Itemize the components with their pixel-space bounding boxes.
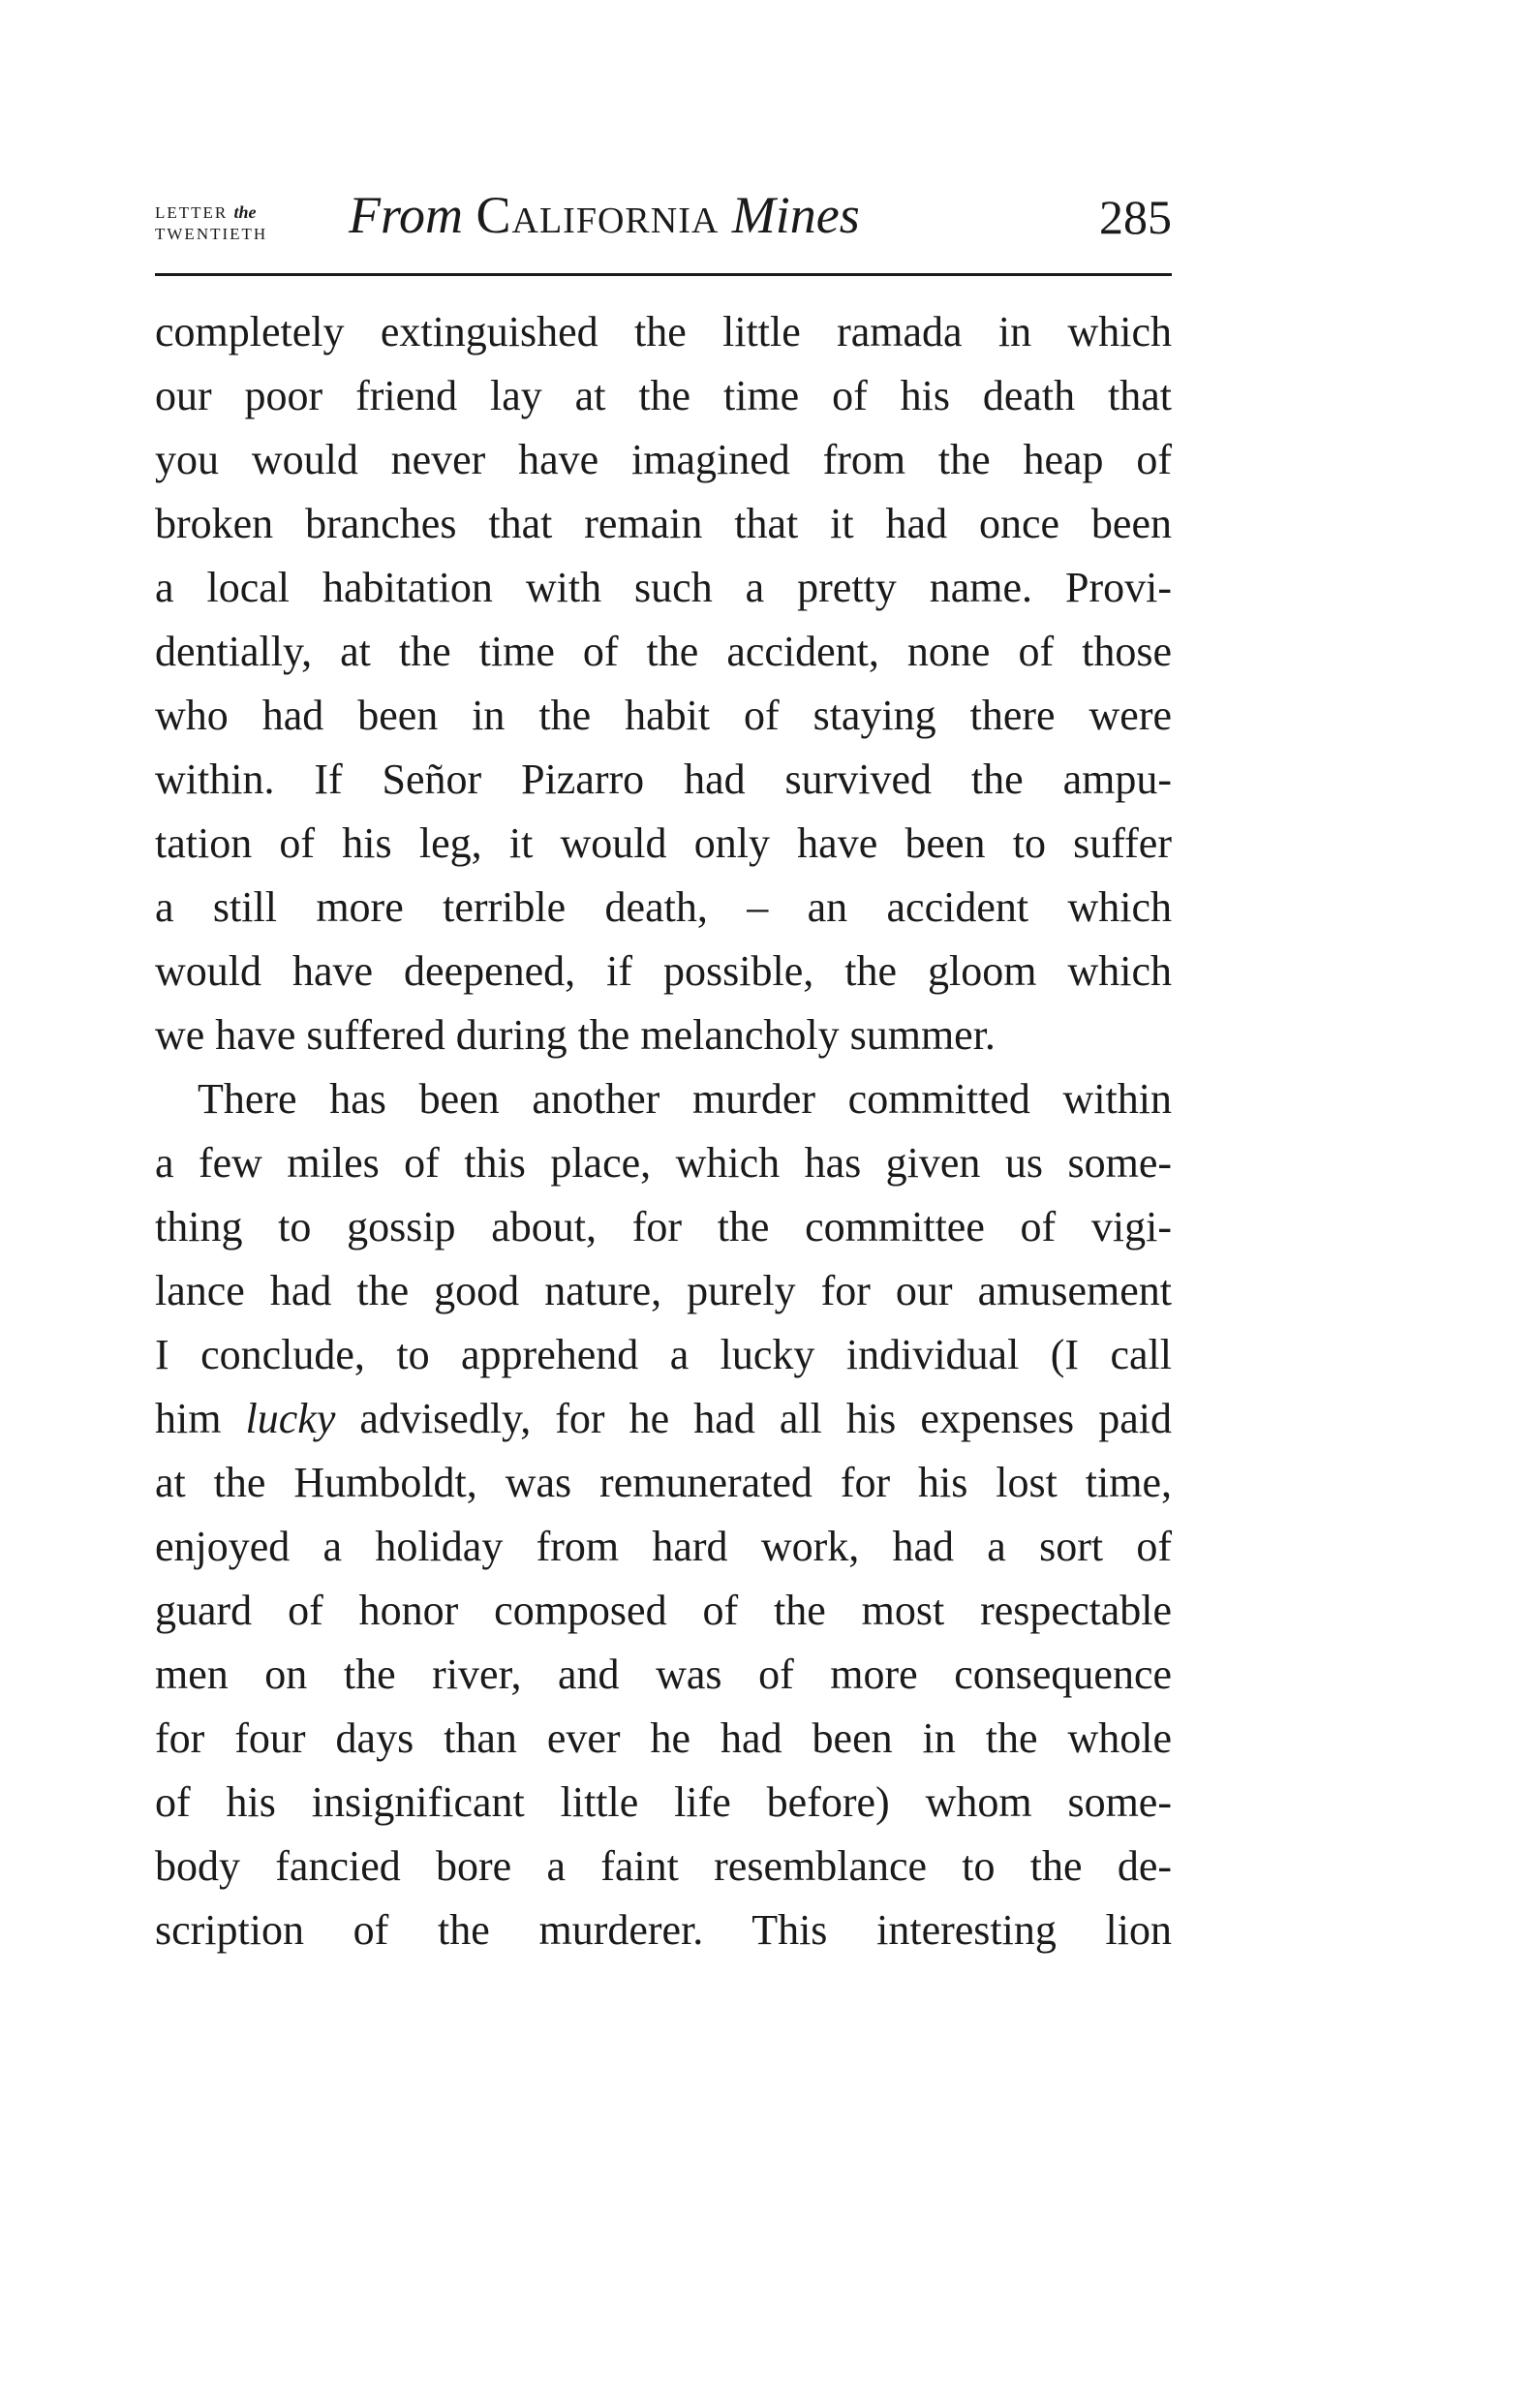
text-line: for four days than ever he had been in the whole bbox=[155, 1714, 1172, 1762]
text-line: I conclude, to apprehend a lucky individual (I call bbox=[155, 1331, 1172, 1378]
running-title-mines: Mines bbox=[731, 186, 860, 244]
text-line: men on the river, and was of more consequence bbox=[155, 1651, 1172, 1698]
letter-tag bbox=[155, 201, 267, 245]
text-line: guard of honor composed of the most respectable bbox=[155, 1587, 1172, 1634]
text-line bbox=[155, 1387, 1172, 1451]
text-line: we have suffered during the melancholy summer. bbox=[155, 1011, 996, 1059]
running-title bbox=[349, 184, 860, 246]
text-line: There has been another murder committed within bbox=[198, 1075, 1172, 1123]
running-title-from: From bbox=[349, 186, 463, 244]
text-line: of his insignificant little life before) whom some- bbox=[155, 1778, 1172, 1826]
text-line: tation of his leg, it would only have been to suffer bbox=[155, 819, 1172, 867]
text-line: lance had the good nature, purely for our amusement bbox=[155, 1267, 1172, 1314]
text-line: body fancied bore a faint resemblance to the de- bbox=[155, 1842, 1172, 1890]
text-line: enjoyed a holiday from hard work, had a sort of bbox=[155, 1523, 1172, 1570]
page-number: 285 bbox=[1099, 190, 1172, 244]
text-line: would have deepened, if possible, the gloom which bbox=[155, 947, 1172, 995]
text-line: a few miles of this place, which has given us some- bbox=[155, 1139, 1172, 1187]
text-line: you would never have imagined from the heap of bbox=[155, 436, 1172, 483]
text-line: thing to gossip about, for the committee of vigi- bbox=[155, 1203, 1172, 1250]
running-title-california: California bbox=[475, 186, 720, 244]
text-line: at the Humboldt, was remunerated for his lost time, bbox=[155, 1459, 1172, 1506]
italic-word-lucky: lucky bbox=[245, 1395, 336, 1442]
text-line: a still more terrible death, – an accident which bbox=[155, 883, 1172, 931]
paragraph-2 bbox=[155, 1067, 1172, 1962]
text-segment: advisedly, for he had all his expenses paid bbox=[335, 1395, 1172, 1442]
text-line: our poor friend lay at the time of his death that bbox=[155, 372, 1172, 419]
text-line: a local habitation with such a pretty name. Provi- bbox=[155, 564, 1172, 611]
text-segment: him bbox=[155, 1395, 246, 1442]
text-line: completely extinguished the little ramada in which bbox=[155, 308, 1172, 355]
letter-tag-ordinal: TWENTIETH bbox=[155, 225, 268, 243]
running-head bbox=[155, 174, 1172, 281]
text-line: within. If Señor Pizarro had survived the ampu- bbox=[155, 756, 1172, 803]
text-line: broken branches that remain that it had once been bbox=[155, 500, 1172, 547]
paragraph-1 bbox=[155, 300, 1172, 1067]
text-line: scription of the murderer. This interesting lion bbox=[155, 1906, 1172, 1954]
text-line: dentially, at the time of the accident, none of those bbox=[155, 628, 1172, 675]
text-line: who had been in the habit of staying there were bbox=[155, 692, 1172, 739]
body-text bbox=[155, 300, 1172, 1962]
header-rule bbox=[155, 273, 1172, 276]
letter-tag-the: the bbox=[233, 202, 257, 222]
letter-tag-word: LETTER bbox=[155, 203, 229, 222]
